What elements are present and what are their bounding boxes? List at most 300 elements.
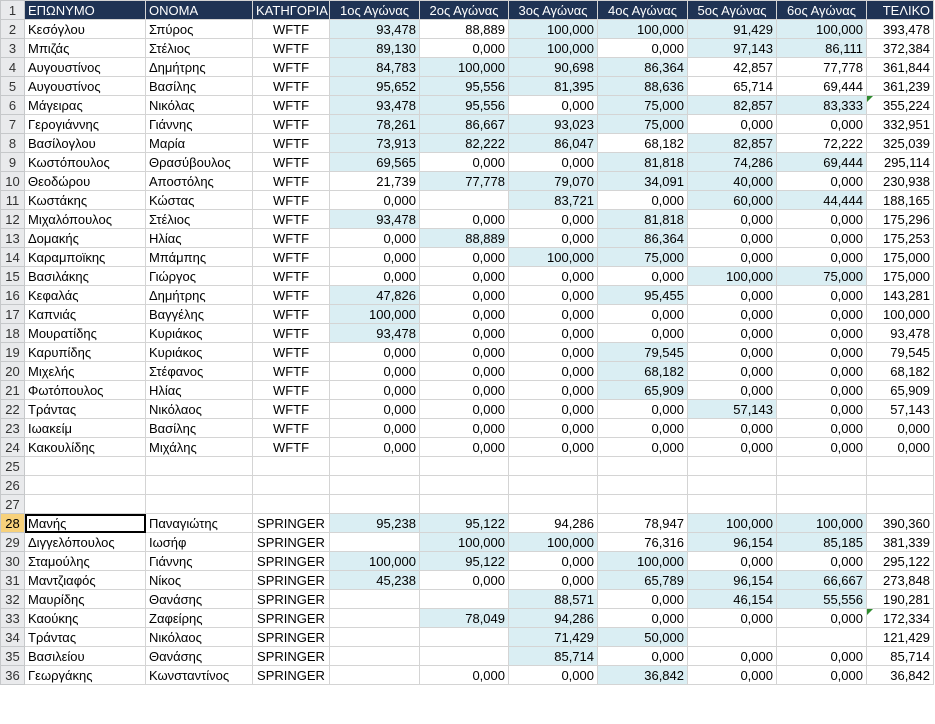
cell-race-3[interactable]: 0,000: [509, 153, 598, 172]
cell-race-5[interactable]: 100,000: [688, 514, 777, 533]
cell-race-5[interactable]: 0,000: [688, 286, 777, 305]
row-header[interactable]: 9: [1, 153, 25, 172]
cell-category[interactable]: SPRINGER: [253, 552, 330, 571]
cell-category[interactable]: WFTF: [253, 305, 330, 324]
cell-name[interactable]: Κυριάκος: [146, 324, 253, 343]
cell-race-1[interactable]: 0,000: [330, 419, 420, 438]
cell-category[interactable]: WFTF: [253, 419, 330, 438]
cell-race-4[interactable]: 50,000: [598, 628, 688, 647]
cell-race-3[interactable]: 94,286: [509, 514, 598, 533]
cell-name[interactable]: Γιάννης: [146, 552, 253, 571]
cell-race-5[interactable]: 0,000: [688, 343, 777, 362]
cell-race-6[interactable]: 86,111: [777, 39, 867, 58]
cell-race-5[interactable]: 65,714: [688, 77, 777, 96]
cell-race-6[interactable]: 0,000: [777, 229, 867, 248]
cell-surname[interactable]: Μπιζάς: [25, 39, 146, 58]
cell-race-4[interactable]: 0,000: [598, 419, 688, 438]
row-header[interactable]: 34: [1, 628, 25, 647]
cell-race-1[interactable]: 95,238: [330, 514, 420, 533]
cell-race-3[interactable]: 0,000: [509, 666, 598, 685]
cell-category[interactable]: WFTF: [253, 267, 330, 286]
cell-race-3[interactable]: 0,000: [509, 324, 598, 343]
cell-race-6[interactable]: 72,222: [777, 134, 867, 153]
cell-race-1[interactable]: 78,261: [330, 115, 420, 134]
cell-surname[interactable]: Κεσόγλου: [25, 20, 146, 39]
row-header[interactable]: 2: [1, 20, 25, 39]
cell-race-1[interactable]: [330, 533, 420, 552]
cell-race-6[interactable]: [777, 476, 867, 495]
cell-race-4[interactable]: [598, 476, 688, 495]
cell-race-1[interactable]: [330, 457, 420, 476]
cell-race-2[interactable]: 86,667: [420, 115, 509, 134]
cell-race-6[interactable]: 0,000: [777, 609, 867, 628]
cell-race-2[interactable]: 100,000: [420, 58, 509, 77]
cell-name[interactable]: Νικόλαος: [146, 400, 253, 419]
cell-name[interactable]: Βαγγέλης: [146, 305, 253, 324]
cell-race-6[interactable]: 69,444: [777, 153, 867, 172]
cell-race-5[interactable]: 0,000: [688, 647, 777, 666]
cell-category[interactable]: WFTF: [253, 343, 330, 362]
cell-race-1[interactable]: 89,130: [330, 39, 420, 58]
column-header-surname[interactable]: ΕΠΩΝΥΜΟ: [25, 1, 146, 20]
cell-race-4[interactable]: 0,000: [598, 191, 688, 210]
cell-surname[interactable]: Καούκης: [25, 609, 146, 628]
cell-name[interactable]: Κώστας: [146, 191, 253, 210]
cell-race-1[interactable]: [330, 647, 420, 666]
cell-race-1[interactable]: 0,000: [330, 381, 420, 400]
row-header[interactable]: 23: [1, 419, 25, 438]
cell-surname[interactable]: Μαυρίδης: [25, 590, 146, 609]
cell-race-6[interactable]: 0,000: [777, 172, 867, 191]
cell-final[interactable]: 65,909: [867, 381, 934, 400]
cell-name[interactable]: [146, 476, 253, 495]
cell-surname[interactable]: Αυγουστίνος: [25, 77, 146, 96]
cell-surname[interactable]: Μιχελής: [25, 362, 146, 381]
cell-final[interactable]: 143,281: [867, 286, 934, 305]
cell-race-1[interactable]: 0,000: [330, 400, 420, 419]
cell-final[interactable]: 390,360: [867, 514, 934, 533]
cell-race-6[interactable]: 0,000: [777, 419, 867, 438]
cell-race-5[interactable]: 100,000: [688, 267, 777, 286]
cell-race-2[interactable]: [420, 457, 509, 476]
cell-race-5[interactable]: 0,000: [688, 438, 777, 457]
cell-race-2[interactable]: 0,000: [420, 438, 509, 457]
cell-race-1[interactable]: 84,783: [330, 58, 420, 77]
cell-final[interactable]: [867, 476, 934, 495]
cell-final[interactable]: 273,848: [867, 571, 934, 590]
cell-race-3[interactable]: [509, 457, 598, 476]
cell-surname[interactable]: Κακουλίδης: [25, 438, 146, 457]
row-header[interactable]: 8: [1, 134, 25, 153]
cell-category[interactable]: SPRINGER: [253, 666, 330, 685]
cell-name[interactable]: Ηλίας: [146, 229, 253, 248]
cell-race-2[interactable]: 0,000: [420, 343, 509, 362]
cell-race-1[interactable]: 0,000: [330, 191, 420, 210]
cell-race-6[interactable]: 66,667: [777, 571, 867, 590]
cell-race-1[interactable]: 0,000: [330, 343, 420, 362]
cell-name[interactable]: Κυριάκος: [146, 343, 253, 362]
cell-race-1[interactable]: [330, 628, 420, 647]
cell-name[interactable]: Θανάσης: [146, 590, 253, 609]
row-header[interactable]: 32: [1, 590, 25, 609]
cell-race-3[interactable]: 0,000: [509, 267, 598, 286]
cell-race-1[interactable]: 0,000: [330, 248, 420, 267]
cell-race-1[interactable]: [330, 666, 420, 685]
cell-final[interactable]: 93,478: [867, 324, 934, 343]
cell-race-3[interactable]: 100,000: [509, 39, 598, 58]
cell-race-4[interactable]: 86,364: [598, 58, 688, 77]
cell-race-6[interactable]: 0,000: [777, 400, 867, 419]
cell-race-3[interactable]: 90,698: [509, 58, 598, 77]
cell-surname[interactable]: Καραμποϊκης: [25, 248, 146, 267]
cell-race-1[interactable]: 95,652: [330, 77, 420, 96]
cell-surname[interactable]: [25, 457, 146, 476]
row-header[interactable]: 27: [1, 495, 25, 514]
cell-final[interactable]: 172,334: [867, 609, 934, 628]
cell-race-6[interactable]: 55,556: [777, 590, 867, 609]
cell-category[interactable]: SPRINGER: [253, 647, 330, 666]
cell-name[interactable]: [146, 457, 253, 476]
cell-race-6[interactable]: 0,000: [777, 343, 867, 362]
row-header[interactable]: 19: [1, 343, 25, 362]
cell-race-4[interactable]: 0,000: [598, 438, 688, 457]
cell-race-4[interactable]: 68,182: [598, 362, 688, 381]
cell-race-3[interactable]: 71,429: [509, 628, 598, 647]
cell-final[interactable]: 190,281: [867, 590, 934, 609]
cell-final[interactable]: 100,000: [867, 305, 934, 324]
cell-final[interactable]: 332,951: [867, 115, 934, 134]
cell-surname[interactable]: Κωστάκης: [25, 191, 146, 210]
cell-race-6[interactable]: 83,333: [777, 96, 867, 115]
cell-race-6[interactable]: 0,000: [777, 438, 867, 457]
cell-final[interactable]: 325,039: [867, 134, 934, 153]
column-header-name[interactable]: ΟΝΟΜΑ: [146, 1, 253, 20]
cell-race-5[interactable]: [688, 495, 777, 514]
cell-race-6[interactable]: 0,000: [777, 324, 867, 343]
cell-race-4[interactable]: 79,545: [598, 343, 688, 362]
cell-race-6[interactable]: [777, 457, 867, 476]
cell-race-1[interactable]: 100,000: [330, 552, 420, 571]
cell-final[interactable]: 188,165: [867, 191, 934, 210]
cell-race-1[interactable]: 21,739: [330, 172, 420, 191]
cell-name[interactable]: Δημήτρης: [146, 286, 253, 305]
row-header[interactable]: 21: [1, 381, 25, 400]
cell-surname[interactable]: Ιωακείμ: [25, 419, 146, 438]
column-header-final[interactable]: ΤΕΛΙΚΟ: [867, 1, 934, 20]
cell-race-4[interactable]: 36,842: [598, 666, 688, 685]
column-header-category[interactable]: ΚΑΤΗΓΟΡΙΑ: [253, 1, 330, 20]
cell-race-1[interactable]: [330, 495, 420, 514]
cell-surname[interactable]: Μαντζιαφός: [25, 571, 146, 590]
cell-race-2[interactable]: 0,000: [420, 381, 509, 400]
cell-race-4[interactable]: 81,818: [598, 153, 688, 172]
cell-category[interactable]: WFTF: [253, 400, 330, 419]
cell-race-3[interactable]: 0,000: [509, 400, 598, 419]
cell-race-4[interactable]: 0,000: [598, 590, 688, 609]
cell-race-4[interactable]: 78,947: [598, 514, 688, 533]
cell-race-2[interactable]: 0,000: [420, 666, 509, 685]
cell-surname[interactable]: Γερογιάννης: [25, 115, 146, 134]
cell-race-3[interactable]: 0,000: [509, 96, 598, 115]
cell-race-3[interactable]: 93,023: [509, 115, 598, 134]
cell-race-5[interactable]: 0,000: [688, 305, 777, 324]
cell-race-6[interactable]: 0,000: [777, 210, 867, 229]
cell-race-6[interactable]: [777, 495, 867, 514]
cell-race-5[interactable]: 0,000: [688, 419, 777, 438]
cell-surname[interactable]: Φωτόπουλος: [25, 381, 146, 400]
row-header[interactable]: 5: [1, 77, 25, 96]
cell-category[interactable]: WFTF: [253, 153, 330, 172]
cell-race-5[interactable]: [688, 628, 777, 647]
cell-race-2[interactable]: 0,000: [420, 267, 509, 286]
cell-race-6[interactable]: [777, 628, 867, 647]
cell-race-2[interactable]: 0,000: [420, 400, 509, 419]
cell-name[interactable]: Μιχάλης: [146, 438, 253, 457]
cell-category[interactable]: SPRINGER: [253, 514, 330, 533]
row-header[interactable]: 33: [1, 609, 25, 628]
cell-final[interactable]: 295,122: [867, 552, 934, 571]
cell-race-3[interactable]: 94,286: [509, 609, 598, 628]
cell-name[interactable]: Παναγιώτης: [146, 514, 253, 533]
cell-surname[interactable]: [25, 476, 146, 495]
cell-category[interactable]: WFTF: [253, 20, 330, 39]
cell-category[interactable]: [253, 476, 330, 495]
cell-race-3[interactable]: 0,000: [509, 343, 598, 362]
row-header[interactable]: 24: [1, 438, 25, 457]
cell-race-5[interactable]: 0,000: [688, 609, 777, 628]
cell-race-3[interactable]: 81,395: [509, 77, 598, 96]
cell-race-4[interactable]: [598, 457, 688, 476]
cell-race-5[interactable]: 0,000: [688, 666, 777, 685]
cell-category[interactable]: [253, 495, 330, 514]
row-header[interactable]: 12: [1, 210, 25, 229]
cell-race-6[interactable]: 0,000: [777, 381, 867, 400]
cell-race-3[interactable]: 0,000: [509, 571, 598, 590]
cell-name[interactable]: Μπάμπης: [146, 248, 253, 267]
cell-final[interactable]: 393,478: [867, 20, 934, 39]
cell-race-1[interactable]: 93,478: [330, 96, 420, 115]
cell-race-5[interactable]: 0,000: [688, 248, 777, 267]
cell-race-4[interactable]: 0,000: [598, 609, 688, 628]
cell-final[interactable]: 361,844: [867, 58, 934, 77]
cell-race-5[interactable]: 0,000: [688, 362, 777, 381]
cell-name[interactable]: Ηλίας: [146, 381, 253, 400]
cell-category[interactable]: WFTF: [253, 172, 330, 191]
cell-race-5[interactable]: 96,154: [688, 533, 777, 552]
cell-race-6[interactable]: 0,000: [777, 362, 867, 381]
cell-race-6[interactable]: 100,000: [777, 20, 867, 39]
cell-final[interactable]: 175,296: [867, 210, 934, 229]
cell-surname[interactable]: Μιχαλόπουλος: [25, 210, 146, 229]
cell-name[interactable]: Δημήτρης: [146, 58, 253, 77]
cell-race-5[interactable]: 57,143: [688, 400, 777, 419]
cell-name[interactable]: Στέλιος: [146, 210, 253, 229]
cell-race-2[interactable]: 0,000: [420, 153, 509, 172]
cell-race-6[interactable]: 100,000: [777, 514, 867, 533]
cell-race-3[interactable]: 85,714: [509, 647, 598, 666]
cell-name[interactable]: Ζαφείρης: [146, 609, 253, 628]
cell-name[interactable]: Νικόλας: [146, 96, 253, 115]
row-header[interactable]: 13: [1, 229, 25, 248]
cell-race-3[interactable]: 100,000: [509, 533, 598, 552]
row-header[interactable]: 36: [1, 666, 25, 685]
cell-race-6[interactable]: 44,444: [777, 191, 867, 210]
row-header[interactable]: 1: [1, 1, 25, 20]
cell-race-3[interactable]: 100,000: [509, 20, 598, 39]
row-header[interactable]: 17: [1, 305, 25, 324]
cell-race-3[interactable]: 0,000: [509, 286, 598, 305]
cell-category[interactable]: WFTF: [253, 362, 330, 381]
cell-category[interactable]: WFTF: [253, 39, 330, 58]
cell-race-2[interactable]: 0,000: [420, 324, 509, 343]
cell-race-4[interactable]: 75,000: [598, 96, 688, 115]
cell-final[interactable]: 355,224: [867, 96, 934, 115]
cell-category[interactable]: WFTF: [253, 134, 330, 153]
cell-race-6[interactable]: 77,778: [777, 58, 867, 77]
cell-race-2[interactable]: 88,889: [420, 20, 509, 39]
cell-surname[interactable]: Μουρατίδης: [25, 324, 146, 343]
cell-race-4[interactable]: 65,909: [598, 381, 688, 400]
cell-race-2[interactable]: 0,000: [420, 210, 509, 229]
cell-surname[interactable]: Βασιλάκης: [25, 267, 146, 286]
cell-category[interactable]: WFTF: [253, 248, 330, 267]
cell-race-6[interactable]: 0,000: [777, 647, 867, 666]
cell-category[interactable]: [253, 457, 330, 476]
cell-race-6[interactable]: 0,000: [777, 248, 867, 267]
column-header-race-5[interactable]: 5ος Αγώνας: [688, 1, 777, 20]
cell-race-3[interactable]: 100,000: [509, 248, 598, 267]
cell-race-4[interactable]: [598, 495, 688, 514]
cell-final[interactable]: 175,000: [867, 267, 934, 286]
column-header-race-4[interactable]: 4ος Αγώνας: [598, 1, 688, 20]
cell-final[interactable]: 36,842: [867, 666, 934, 685]
cell-race-1[interactable]: 100,000: [330, 305, 420, 324]
cell-race-5[interactable]: 0,000: [688, 115, 777, 134]
cell-name[interactable]: [146, 495, 253, 514]
cell-race-4[interactable]: 0,000: [598, 324, 688, 343]
cell-race-3[interactable]: 86,047: [509, 134, 598, 153]
cell-category[interactable]: SPRINGER: [253, 628, 330, 647]
cell-final[interactable]: 57,143: [867, 400, 934, 419]
cell-race-2[interactable]: [420, 191, 509, 210]
cell-final[interactable]: [867, 495, 934, 514]
cell-race-3[interactable]: 0,000: [509, 362, 598, 381]
cell-race-1[interactable]: [330, 590, 420, 609]
cell-race-4[interactable]: 65,789: [598, 571, 688, 590]
cell-race-5[interactable]: 82,857: [688, 96, 777, 115]
cell-race-1[interactable]: 69,565: [330, 153, 420, 172]
cell-race-3[interactable]: 83,721: [509, 191, 598, 210]
row-header[interactable]: 26: [1, 476, 25, 495]
cell-final[interactable]: 79,545: [867, 343, 934, 362]
cell-race-1[interactable]: 45,238: [330, 571, 420, 590]
cell-name[interactable]: Νίκος: [146, 571, 253, 590]
cell-race-1[interactable]: 93,478: [330, 20, 420, 39]
column-header-race-6[interactable]: 6ος Αγώνας: [777, 1, 867, 20]
cell-name[interactable]: Θρασύβουλος: [146, 153, 253, 172]
cell-final[interactable]: 372,384: [867, 39, 934, 58]
cell-race-3[interactable]: 0,000: [509, 419, 598, 438]
row-header[interactable]: 31: [1, 571, 25, 590]
cell-surname[interactable]: Βασίλογλου: [25, 134, 146, 153]
cell-race-2[interactable]: 0,000: [420, 305, 509, 324]
cell-race-1[interactable]: [330, 476, 420, 495]
cell-category[interactable]: WFTF: [253, 58, 330, 77]
cell-name[interactable]: Βασίλης: [146, 77, 253, 96]
cell-race-3[interactable]: 79,070: [509, 172, 598, 191]
cell-race-4[interactable]: 100,000: [598, 552, 688, 571]
cell-name[interactable]: Στέφανος: [146, 362, 253, 381]
cell-race-2[interactable]: 78,049: [420, 609, 509, 628]
cell-race-5[interactable]: 91,429: [688, 20, 777, 39]
cell-surname[interactable]: Αυγουστίνος: [25, 58, 146, 77]
cell-name[interactable]: Κωνσταντίνος: [146, 666, 253, 685]
cell-surname[interactable]: Βασιλείου: [25, 647, 146, 666]
cell-race-6[interactable]: 85,185: [777, 533, 867, 552]
cell-surname[interactable]: Καπνιάς: [25, 305, 146, 324]
cell-race-4[interactable]: 86,364: [598, 229, 688, 248]
cell-race-5[interactable]: 0,000: [688, 324, 777, 343]
cell-race-2[interactable]: 0,000: [420, 248, 509, 267]
column-header-race-2[interactable]: 2ος Αγώνας: [420, 1, 509, 20]
cell-name[interactable]: Βασίλης: [146, 419, 253, 438]
cell-race-2[interactable]: 0,000: [420, 419, 509, 438]
cell-race-2[interactable]: 0,000: [420, 39, 509, 58]
row-header[interactable]: 28: [1, 514, 25, 533]
cell-name[interactable]: Στέλιος: [146, 39, 253, 58]
cell-surname[interactable]: Διγγελόπουλος: [25, 533, 146, 552]
cell-final[interactable]: [867, 457, 934, 476]
cell-race-2[interactable]: 95,122: [420, 514, 509, 533]
cell-race-1[interactable]: 73,913: [330, 134, 420, 153]
cell-race-3[interactable]: 88,571: [509, 590, 598, 609]
cell-category[interactable]: SPRINGER: [253, 571, 330, 590]
cell-race-5[interactable]: 60,000: [688, 191, 777, 210]
cell-name[interactable]: Σπύρος: [146, 20, 253, 39]
cell-surname[interactable]: Κωστόπουλος: [25, 153, 146, 172]
row-header[interactable]: 16: [1, 286, 25, 305]
row-header[interactable]: 6: [1, 96, 25, 115]
row-header[interactable]: 29: [1, 533, 25, 552]
row-header[interactable]: 25: [1, 457, 25, 476]
cell-race-2[interactable]: [420, 495, 509, 514]
cell-race-4[interactable]: 68,182: [598, 134, 688, 153]
cell-race-3[interactable]: 0,000: [509, 438, 598, 457]
cell-race-1[interactable]: 0,000: [330, 362, 420, 381]
cell-surname[interactable]: Κεφαλάς: [25, 286, 146, 305]
cell-race-2[interactable]: [420, 628, 509, 647]
cell-category[interactable]: WFTF: [253, 115, 330, 134]
cell-surname[interactable]: [25, 495, 146, 514]
cell-race-3[interactable]: 0,000: [509, 229, 598, 248]
cell-race-4[interactable]: 0,000: [598, 305, 688, 324]
cell-name[interactable]: Γιώργος: [146, 267, 253, 286]
cell-category[interactable]: SPRINGER: [253, 609, 330, 628]
cell-name[interactable]: Γιάννης: [146, 115, 253, 134]
cell-final[interactable]: 0,000: [867, 419, 934, 438]
cell-race-2[interactable]: 0,000: [420, 571, 509, 590]
column-header-race-1[interactable]: 1ος Αγώνας: [330, 1, 420, 20]
cell-final[interactable]: 121,429: [867, 628, 934, 647]
cell-name[interactable]: Μαρία: [146, 134, 253, 153]
cell-race-2[interactable]: [420, 590, 509, 609]
cell-race-5[interactable]: [688, 476, 777, 495]
cell-race-5[interactable]: 42,857: [688, 58, 777, 77]
cell-race-3[interactable]: [509, 495, 598, 514]
cell-race-5[interactable]: 96,154: [688, 571, 777, 590]
cell-final[interactable]: 175,000: [867, 248, 934, 267]
cell-surname[interactable]: Θεοδώρου: [25, 172, 146, 191]
